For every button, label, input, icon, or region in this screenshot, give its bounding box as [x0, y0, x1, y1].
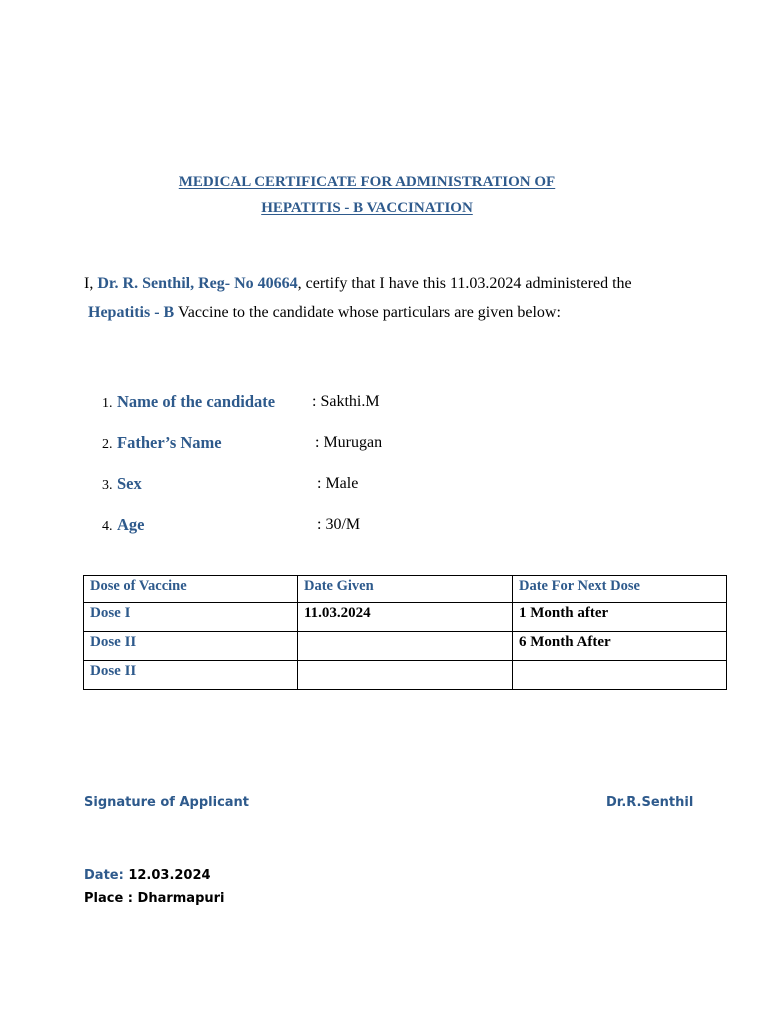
table-cell-dose: Dose I	[84, 603, 298, 632]
doctor-signature-label: Dr.R.Senthil	[606, 795, 694, 810]
certificate-title-line1: MEDICAL CERTIFICATE FOR ADMINISTRATION OF	[178, 174, 556, 190]
particular-value-father: : Murugan	[315, 434, 383, 451]
table-cell-date-given	[298, 661, 513, 690]
doctor-name-reg: Dr. R. Senthil, Reg- No 40664	[97, 275, 298, 292]
certificate-title-line2: HEPATITIS - B VACCINATION	[261, 200, 473, 216]
statement-line1	[84, 275, 632, 293]
table-cell-dose: Dose II	[84, 661, 298, 690]
statement-prefix: I,	[84, 275, 94, 292]
table-row	[84, 632, 727, 661]
table-header-row	[84, 576, 727, 603]
particular-value-sex: : Male	[317, 475, 359, 492]
date-line	[84, 868, 211, 883]
table-header-cell: Dose of Vaccine	[84, 576, 298, 603]
table-row	[84, 661, 727, 690]
statement-line2	[88, 304, 561, 322]
particular-value-age: : 30/M	[317, 516, 361, 533]
dose-table	[83, 575, 727, 690]
statement-text1: , certify that I have this 11.03.2024 administered the	[297, 275, 632, 292]
date-label: Date:	[84, 868, 124, 883]
particular-label-sex: Sex	[117, 474, 142, 493]
particular-label-name: Name of the candidate	[117, 392, 276, 411]
place-line: Place : Dharmapuri	[84, 891, 225, 906]
date-value: 12.03.2024	[128, 868, 211, 883]
table-cell-date-given	[298, 632, 513, 661]
table-header-cell: Date For Next Dose	[513, 576, 727, 603]
table-cell-date-given: 11.03.2024	[298, 603, 513, 632]
vaccine-name: Hepatitis - B	[88, 304, 175, 321]
table-cell-dose: Dose II	[84, 632, 298, 661]
table-header-cell: Date Given	[298, 576, 513, 603]
statement-text2: Vaccine to the candidate whose particulars are given below:	[177, 304, 561, 321]
table-cell-next-dose	[513, 661, 727, 690]
particular-number: 3.	[102, 478, 113, 493]
particular-number: 4.	[102, 519, 113, 534]
applicant-signature-label: Signature of Applicant	[84, 795, 250, 810]
particular-label-father: Father’s Name	[117, 433, 222, 452]
table-cell-next-dose: 1 Month after	[513, 603, 727, 632]
table-cell-next-dose: 6 Month After	[513, 632, 727, 661]
particular-value-name: : Sakthi.M	[312, 393, 380, 410]
particular-number: 2.	[102, 437, 113, 452]
table-row	[84, 603, 727, 632]
particular-number: 1.	[102, 396, 113, 411]
particular-label-age: Age	[117, 515, 145, 534]
